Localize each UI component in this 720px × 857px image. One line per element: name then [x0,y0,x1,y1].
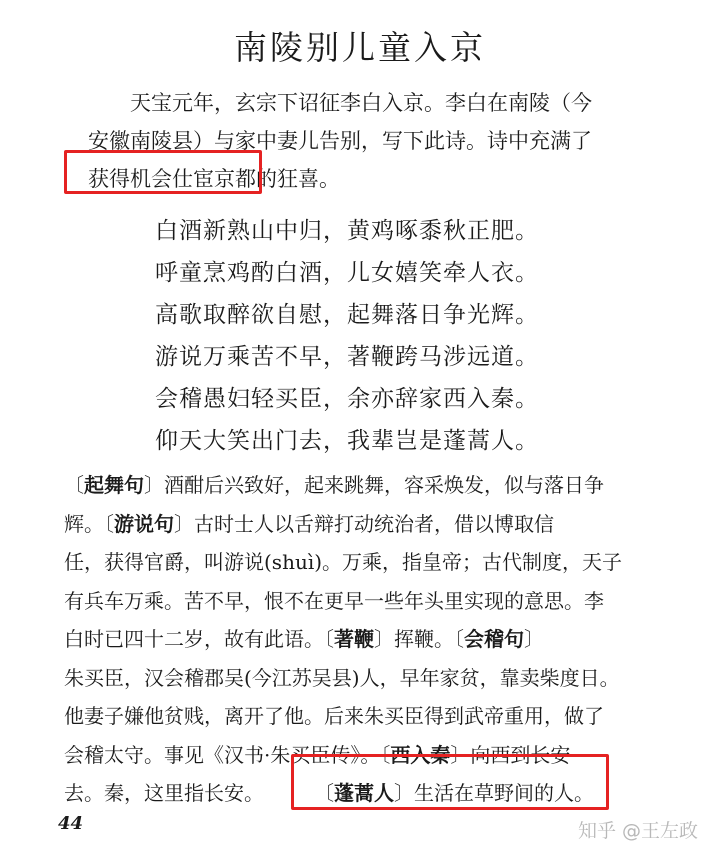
poem-line: 会稽愚妇轻买臣，余亦辞家西入秦。 [155,386,539,412]
page-number: 44 [58,813,84,834]
note-text: 辉。〔 [64,511,114,536]
note-term: 游说句 [114,511,174,536]
poem-line: 仰天大笑出门去，我辈岂是蓬蒿人。 [155,428,539,454]
note-line [64,466,664,505]
intro-line-3-tail: 的狂喜。 [256,167,340,191]
intro-line-1: 天宝元年，玄宗下诏征李白入京。李白在南陵（今 [130,91,592,115]
note-term: 会稽句 [464,627,524,651]
poem-line: 呼童烹鸡酌白酒，儿女嬉笑牵人衣。 [155,260,539,286]
note-text: 去。秦，这里指长安。 [64,781,264,805]
note-text: 〕古时士人以舌辩打动统治者，借以博取信 [174,511,554,536]
poem-line: 白酒新熟山中归，黄鸡啄黍秋正肥。 [155,218,539,244]
note-line: 任，获得官爵，叫游说(shuì)。万乘，指皇帝；古代制度，天子 [64,550,623,574]
note-term: 起舞句 [84,473,144,497]
note-text: 〕生活在草野间的人。 [394,781,594,805]
note-text: 〕向西到长安 [450,742,571,767]
poem-line: 高歌取醉欲自慰，起舞落日争光辉。 [155,302,539,328]
note-text: 〕挥鞭。〔 [374,627,464,651]
bracket: 〔 [64,473,84,497]
note-text: 会稽太守。事见《汉书·朱买臣传》。〔 [64,742,391,767]
intro-line-2: 安徽南陵县）与家中妻儿告别，写下此诗。诗中充满了 [88,129,592,153]
note-line: 他妻子嫌他贫贱，离开了他。后来朱买臣得到武帝重用，做了 [64,704,604,728]
note-term: 著鞭 [334,627,374,651]
poem-line: 游说万乘苦不早，著鞭跨马涉远道。 [155,344,539,370]
note-line: 朱买臣，汉会稽郡吴(今江苏吴县)人，早年家贫，靠卖柴度日。 [64,665,620,690]
note-line [64,620,664,659]
note-text: 〕酒酣后兴致好，起来跳舞，容采焕发，似与落日争 [144,473,604,497]
highlight-box-intro [64,150,262,194]
poem-body [155,210,539,462]
note-text: 白时已四十二岁，故有此语。〔 [64,627,334,651]
highlighted-phrase: 获得机会仕宦京都 [88,167,256,191]
poem-title: 南陵别儿童入京 [234,28,486,67]
note-line [64,505,664,544]
note-term: 西入秦 [390,742,451,767]
watermark: 知乎 @王左政 [577,820,698,842]
bracket: 〔 [314,781,334,805]
note-line: 有兵车万乘。苦不早，恨不在更早一些年头里实现的意思。李 [64,588,604,613]
bracket: 〕 [524,627,544,651]
note-term: 蓬蒿人 [334,781,394,805]
highlight-box-note [291,754,609,810]
